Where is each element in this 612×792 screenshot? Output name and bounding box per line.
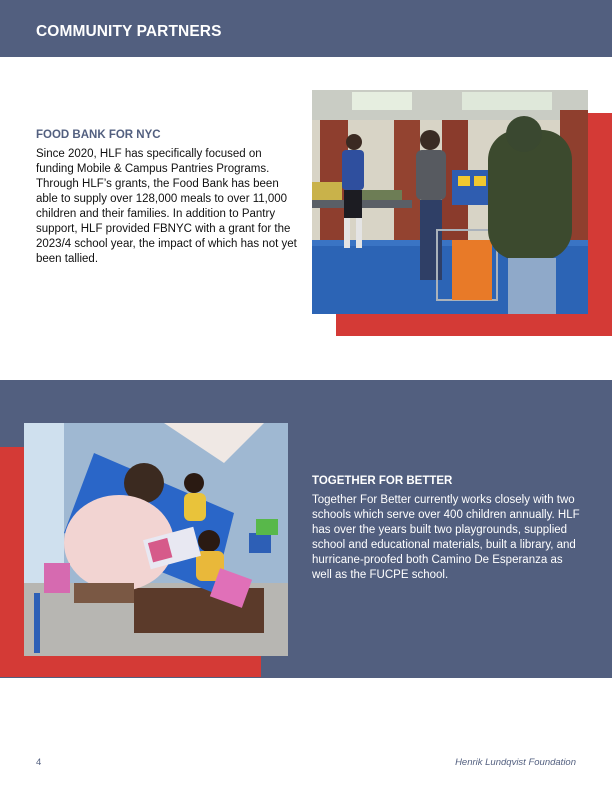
together-for-better-photo [24,423,288,656]
food-bank-body: Since 2020, HLF has specifically focused on funding Mobile & Campus Pantries Programs. Through HLF’s grants, the Food Bank has been able to supply over 128,000 meals to over 11,000 children and their families. In addition to Pantry support, HLF provided FBNYC with a grant for the 2023/4 school year, the impact of which has not yet been tallied. [36,148,297,265]
together-for-better-heading: TOGETHER FOR BETTER [312,475,453,487]
food-bank-heading: FOOD BANK FOR NYC [36,129,161,141]
page-number: 4 [36,757,42,768]
footer-organization: Henrik Lundqvist Foundation [455,757,576,768]
page-title: COMMUNITY PARTNERS [36,23,222,40]
together-for-better-body: Together For Better currently works closely with two schools which serve over 400 children annually. HLF has over the years built two playgrounds, supplied school and educational materials, built a library, and hurricane-proofed both Camino De Esperanza as well as the FUCPE school. [312,494,580,581]
food-bank-photo [312,90,588,314]
